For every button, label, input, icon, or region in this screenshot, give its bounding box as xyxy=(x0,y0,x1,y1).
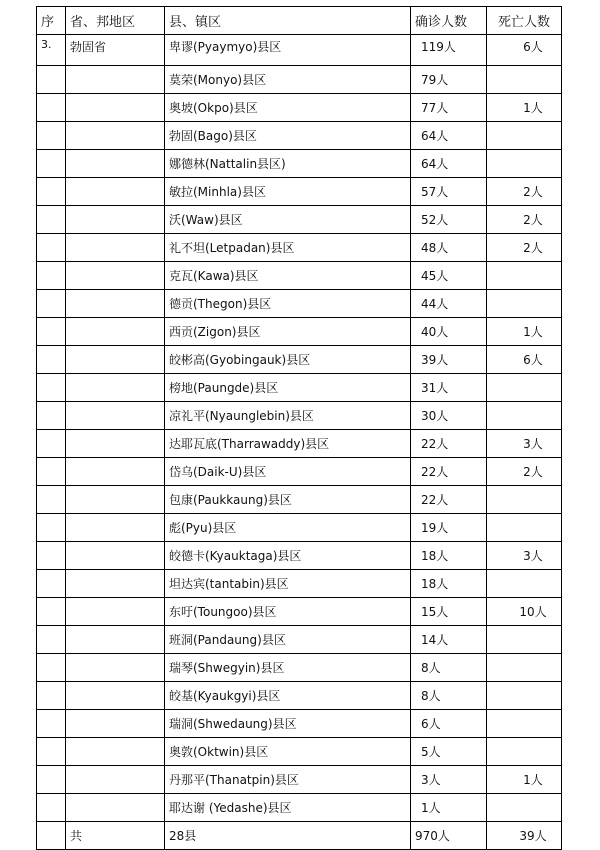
region-cell xyxy=(66,682,165,710)
deaths-cell xyxy=(487,290,562,318)
township-cell: 彪(Pyu)县区 xyxy=(165,514,411,542)
region-cell xyxy=(66,458,165,486)
total-deaths-cell: 39人 xyxy=(487,822,562,850)
cases-cell: 3人 xyxy=(411,766,487,794)
total-township-cell: 28县 xyxy=(165,822,411,850)
township-cell: 德贡(Thegon)县区 xyxy=(165,290,411,318)
region-cell xyxy=(66,206,165,234)
deaths-cell: 1人 xyxy=(487,766,562,794)
deaths-cell: 2人 xyxy=(487,206,562,234)
table-row xyxy=(37,542,562,570)
deaths-cell xyxy=(487,66,562,94)
deaths-cell xyxy=(487,794,562,822)
row-number-cell xyxy=(37,430,66,458)
cases-cell: 22人 xyxy=(411,458,487,486)
row-number-cell xyxy=(37,122,66,150)
row-number-cell: 3. xyxy=(37,35,66,66)
cases-cell: 39人 xyxy=(411,346,487,374)
township-cell: 凉礼平(Nyaunglebin)县区 xyxy=(165,402,411,430)
deaths-cell xyxy=(487,514,562,542)
cases-cell: 77人 xyxy=(411,94,487,122)
row-number-cell xyxy=(37,66,66,94)
township-cell: 敏拉(Minhla)县区 xyxy=(165,178,411,206)
township-cell: 皎彬高(Gyobingauk)县区 xyxy=(165,346,411,374)
region-cell xyxy=(66,542,165,570)
cases-cell: 48人 xyxy=(411,234,487,262)
cases-cell: 64人 xyxy=(411,150,487,178)
table-row xyxy=(37,430,562,458)
row-number-cell xyxy=(37,682,66,710)
deaths-cell xyxy=(487,374,562,402)
table-row xyxy=(37,262,562,290)
deaths-cell xyxy=(487,738,562,766)
table-row xyxy=(37,402,562,430)
township-cell: 奥敦(Oktwin)县区 xyxy=(165,738,411,766)
region-cell: 勃固省 xyxy=(66,35,165,66)
cases-cell: 22人 xyxy=(411,486,487,514)
township-cell: 丹那平(Thanatpin)县区 xyxy=(165,766,411,794)
cases-cell: 52人 xyxy=(411,206,487,234)
cases-cell: 15人 xyxy=(411,598,487,626)
region-cell xyxy=(66,94,165,122)
deaths-cell: 6人 xyxy=(487,346,562,374)
row-number-cell xyxy=(37,542,66,570)
table-row xyxy=(37,710,562,738)
region-cell xyxy=(66,402,165,430)
region-cell xyxy=(66,346,165,374)
township-cell: 奥坡(Okpo)县区 xyxy=(165,94,411,122)
township-cell: 莫荣(Monyo)县区 xyxy=(165,66,411,94)
township-cell: 东吁(Toungoo)县区 xyxy=(165,598,411,626)
row-number-cell xyxy=(37,570,66,598)
cases-cell: 6人 xyxy=(411,710,487,738)
row-number-cell xyxy=(37,710,66,738)
row-number-cell xyxy=(37,626,66,654)
table-row xyxy=(37,570,562,598)
header-row xyxy=(37,7,562,35)
region-cell xyxy=(66,66,165,94)
cases-cell: 119人 xyxy=(411,35,487,66)
table-row xyxy=(37,346,562,374)
row-number-cell xyxy=(37,486,66,514)
deaths-cell xyxy=(487,570,562,598)
row-number-cell xyxy=(37,346,66,374)
cases-cell: 57人 xyxy=(411,178,487,206)
row-number-cell xyxy=(37,794,66,822)
region-cell xyxy=(66,262,165,290)
row-number-cell xyxy=(37,766,66,794)
cases-cell: 8人 xyxy=(411,682,487,710)
row-number-cell xyxy=(37,458,66,486)
deaths-cell: 2人 xyxy=(487,178,562,206)
township-cell: 坦达宾(tantabin)县区 xyxy=(165,570,411,598)
deaths-cell xyxy=(487,402,562,430)
region-cell xyxy=(66,654,165,682)
township-cell: 礼不坦(Letpadan)县区 xyxy=(165,234,411,262)
table-row xyxy=(37,486,562,514)
cases-cell: 18人 xyxy=(411,542,487,570)
table-row xyxy=(37,122,562,150)
header-cases: 确诊人数 xyxy=(411,7,487,35)
total-cases-cell: 970人 xyxy=(411,822,487,850)
row-number-cell xyxy=(37,738,66,766)
region-cell xyxy=(66,570,165,598)
township-cell: 耶达谢 (Yedashe)县区 xyxy=(165,794,411,822)
row-number-cell xyxy=(37,402,66,430)
cases-cell: 44人 xyxy=(411,290,487,318)
table-row xyxy=(37,178,562,206)
table-row xyxy=(37,35,562,66)
row-number-cell xyxy=(37,206,66,234)
table-row xyxy=(37,290,562,318)
row-number-cell xyxy=(37,318,66,346)
region-cell xyxy=(66,738,165,766)
township-cell: 榜地(Paungde)县区 xyxy=(165,374,411,402)
cases-cell: 79人 xyxy=(411,66,487,94)
cases-cell: 31人 xyxy=(411,374,487,402)
cases-cell: 14人 xyxy=(411,626,487,654)
row-number-cell xyxy=(37,514,66,542)
table-row xyxy=(37,458,562,486)
table-row xyxy=(37,374,562,402)
deaths-cell xyxy=(487,654,562,682)
cases-cell: 1人 xyxy=(411,794,487,822)
header-deaths: 死亡人数 xyxy=(487,7,562,35)
region-cell xyxy=(66,122,165,150)
table-row xyxy=(37,94,562,122)
township-cell: 包康(Paukkaung)县区 xyxy=(165,486,411,514)
region-cell xyxy=(66,710,165,738)
region-cell xyxy=(66,234,165,262)
township-cell: 班洞(Pandaung)县区 xyxy=(165,626,411,654)
deaths-cell: 2人 xyxy=(487,458,562,486)
township-cell: 勃固(Bago)县区 xyxy=(165,122,411,150)
table-row xyxy=(37,150,562,178)
region-cell xyxy=(66,486,165,514)
township-cell: 瑞洞(Shwedaung)县区 xyxy=(165,710,411,738)
deaths-cell xyxy=(487,682,562,710)
region-cell xyxy=(66,430,165,458)
table-row xyxy=(37,626,562,654)
cases-cell: 8人 xyxy=(411,654,487,682)
township-cell: 克瓦(Kawa)县区 xyxy=(165,262,411,290)
deaths-cell: 3人 xyxy=(487,542,562,570)
row-number-cell xyxy=(37,94,66,122)
table-row xyxy=(37,514,562,542)
deaths-cell: 3人 xyxy=(487,430,562,458)
cases-cell: 40人 xyxy=(411,318,487,346)
township-cell: 皎德卡(Kyauktaga)县区 xyxy=(165,542,411,570)
row-number-cell xyxy=(37,178,66,206)
township-cell: 沃(Waw)县区 xyxy=(165,206,411,234)
table-row xyxy=(37,738,562,766)
table-row xyxy=(37,682,562,710)
total-label-cell: 共 xyxy=(66,822,165,850)
region-cell xyxy=(66,598,165,626)
township-cell: 岱乌(Daik-U)县区 xyxy=(165,458,411,486)
table-row xyxy=(37,206,562,234)
deaths-cell: 2人 xyxy=(487,234,562,262)
cases-cell: 22人 xyxy=(411,430,487,458)
table-row xyxy=(37,794,562,822)
region-cell xyxy=(66,766,165,794)
region-cell xyxy=(66,178,165,206)
township-cell: 瑞琴(Shwegyin)县区 xyxy=(165,654,411,682)
region-cell xyxy=(66,318,165,346)
table-row xyxy=(37,598,562,626)
row-number-cell xyxy=(37,654,66,682)
row-number-cell xyxy=(37,374,66,402)
cases-cell: 19人 xyxy=(411,514,487,542)
region-cell xyxy=(66,290,165,318)
township-cell: 皎基(Kyaukgyi)县区 xyxy=(165,682,411,710)
deaths-cell xyxy=(487,122,562,150)
row-number-cell xyxy=(37,262,66,290)
township-cell: 西贡(Zigon)县区 xyxy=(165,318,411,346)
header-region: 省、邦地区 xyxy=(66,7,165,35)
township-cell: 娜德林(Nattalin县区) xyxy=(165,150,411,178)
row-number-cell xyxy=(37,598,66,626)
deaths-cell xyxy=(487,710,562,738)
table-row xyxy=(37,234,562,262)
total-row xyxy=(37,822,562,850)
cases-cell: 64人 xyxy=(411,122,487,150)
row-number-cell xyxy=(37,150,66,178)
deaths-cell xyxy=(487,626,562,654)
header-no: 序 xyxy=(37,7,66,35)
cases-cell: 18人 xyxy=(411,570,487,598)
deaths-cell xyxy=(487,486,562,514)
region-cell xyxy=(66,794,165,822)
cases-cell: 45人 xyxy=(411,262,487,290)
table-row xyxy=(37,318,562,346)
deaths-cell: 1人 xyxy=(487,318,562,346)
header-township: 县、镇区 xyxy=(165,7,411,35)
township-cell: 达耶瓦底(Tharrawaddy)县区 xyxy=(165,430,411,458)
township-cell: 卑谬(Pyaymyo)县区 xyxy=(165,35,411,66)
deaths-cell xyxy=(487,262,562,290)
table-row xyxy=(37,66,562,94)
table-row xyxy=(37,766,562,794)
table-row xyxy=(37,654,562,682)
covid-township-table xyxy=(36,6,562,850)
row-number-cell xyxy=(37,234,66,262)
region-cell xyxy=(66,514,165,542)
cases-cell: 30人 xyxy=(411,402,487,430)
deaths-cell xyxy=(487,150,562,178)
row-number-cell xyxy=(37,290,66,318)
deaths-cell: 6人 xyxy=(487,35,562,66)
total-blank-cell xyxy=(37,822,66,850)
region-cell xyxy=(66,626,165,654)
cases-cell: 5人 xyxy=(411,738,487,766)
region-cell xyxy=(66,150,165,178)
deaths-cell: 1人 xyxy=(487,94,562,122)
region-cell xyxy=(66,374,165,402)
deaths-cell: 10人 xyxy=(487,598,562,626)
